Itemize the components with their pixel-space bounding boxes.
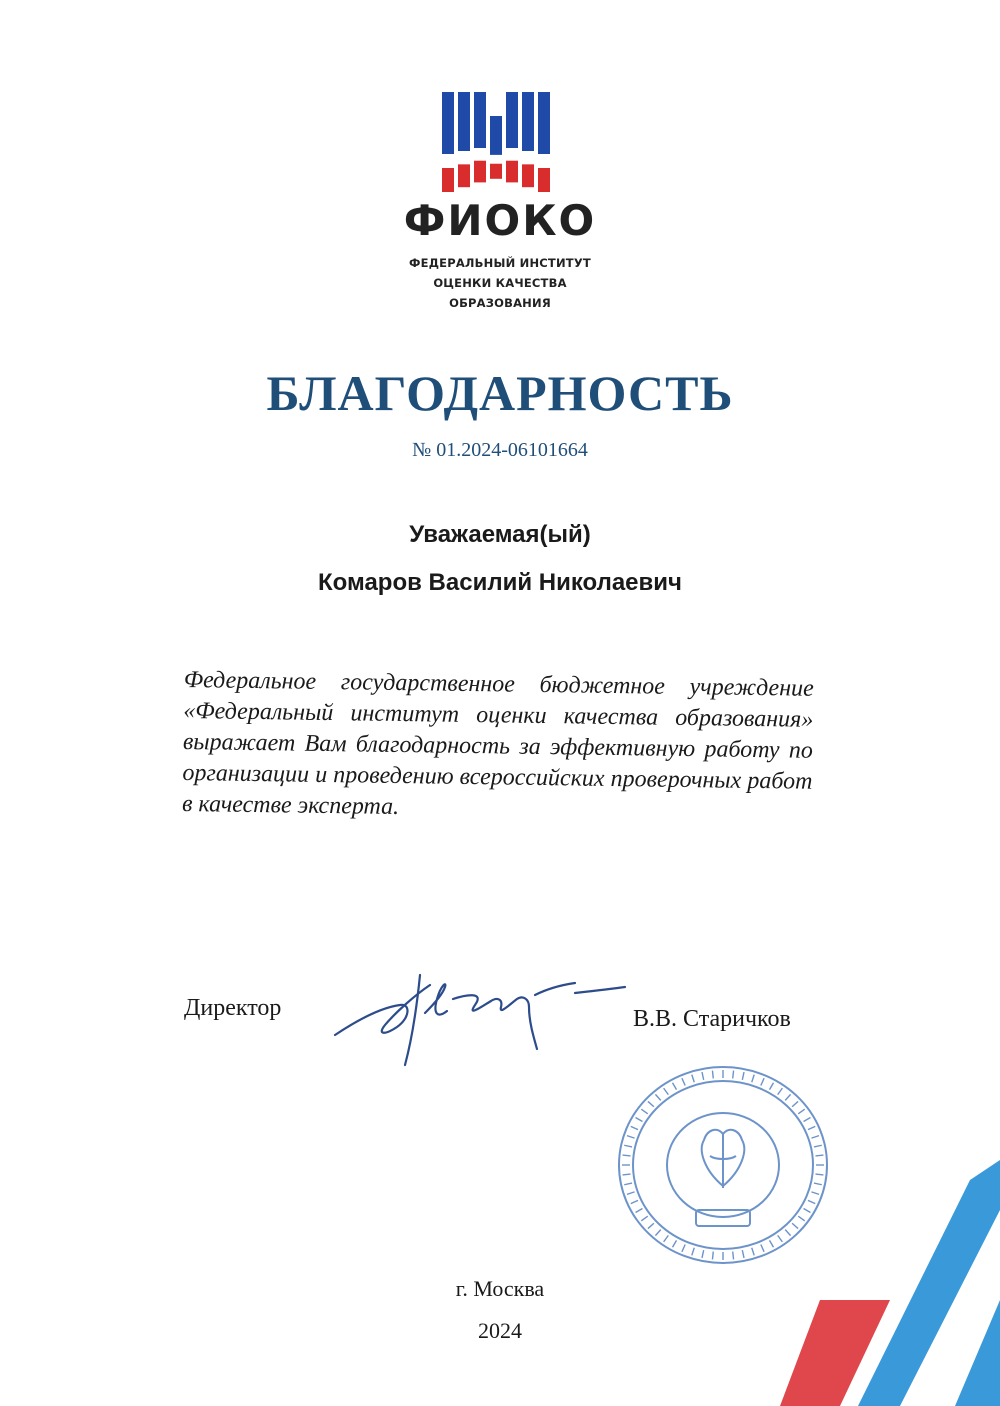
seal-letter-mark: [712, 1252, 713, 1260]
seal-letter-mark: [664, 1235, 669, 1241]
fioco-logo-icon: [440, 92, 552, 192]
logo-bar-segment: [474, 161, 486, 183]
seal-letter-mark: [623, 1155, 631, 1156]
handwritten-signature: [325, 965, 630, 1070]
seal-letter-mark: [778, 1088, 783, 1094]
seal-letter-mark: [792, 1101, 798, 1106]
seal-letter-mark: [631, 1126, 638, 1129]
seal-letter-mark: [624, 1145, 632, 1147]
seal-letter-mark: [702, 1250, 704, 1258]
logo-bar-segment: [442, 168, 454, 192]
logo-bar-segment: [538, 154, 550, 168]
seal-letter-mark: [627, 1136, 635, 1138]
logo-bar-segment: [506, 148, 518, 161]
seal-letter-mark: [814, 1145, 822, 1147]
seal-letter-mark: [624, 1183, 632, 1185]
issue-year: 2024: [478, 1318, 522, 1343]
seal-letter-mark: [785, 1094, 790, 1100]
seal-letter-mark: [712, 1071, 713, 1079]
gratitude-text: Федеральное государственное бюджетное учреждение «Федеральный институт оценки качества образования» выражает Вам благодарность за эффективную работу по организации и проведению всероссийских проверочных работ в качестве эксперта.: [181, 666, 814, 821]
logo-bar-segment: [506, 161, 518, 183]
seal-letter-mark: [742, 1072, 744, 1080]
seal-letter-mark: [808, 1126, 815, 1129]
seal-letter-mark: [702, 1072, 704, 1080]
logo-bar-segment: [506, 92, 518, 148]
signatory-name: В.В. Старичков: [633, 1006, 791, 1032]
logo-subtitle-line-1: ФЕДЕРАЛЬНЫЙ ИНСТИТУТ: [409, 256, 591, 270]
logo-subtitle-line-2: ОЦЕНКИ КАЧЕСТВА: [433, 276, 567, 290]
seal-letter-mark: [664, 1088, 669, 1094]
seal-letter-mark: [742, 1250, 744, 1258]
issue-city: г. Москва: [455, 1276, 545, 1301]
seal-letter-mark: [636, 1118, 643, 1122]
seal-letter-mark: [770, 1240, 774, 1247]
logo-bar-segment: [474, 148, 486, 161]
seal-letter-mark: [655, 1094, 660, 1100]
seal-letter-mark: [682, 1244, 685, 1251]
seal-letter-mark: [682, 1078, 685, 1085]
logo-bar-segment: [522, 151, 534, 164]
seal-letter-mark: [761, 1078, 764, 1085]
logo-bar-segment: [538, 168, 550, 192]
logo-wordmark: ФИОКО: [403, 196, 597, 245]
recipient-name: Комаров Василий Николаевич: [318, 569, 682, 596]
document-title: БЛАГОДАРНОСТЬ: [266, 365, 734, 421]
seal-letter-mark: [648, 1223, 654, 1228]
document-number: № 01.2024-06101664: [412, 439, 588, 461]
seal-letter-mark: [641, 1109, 647, 1114]
flag-corner-decoration: [780, 1150, 1000, 1406]
seal-letter-mark: [752, 1248, 754, 1256]
seal-letter-mark: [692, 1248, 694, 1256]
logo-subtitle-line-3: ОБРАЗОВАНИЯ: [449, 296, 551, 310]
seal-letter-mark: [673, 1240, 677, 1247]
seal-letter-mark: [655, 1230, 660, 1236]
seal-letter-mark: [627, 1192, 635, 1194]
seal-letter-mark: [641, 1216, 647, 1221]
seal-letter-mark: [733, 1252, 734, 1260]
signatory-role: Директор: [184, 995, 282, 1021]
seal-letter-mark: [761, 1244, 764, 1251]
seal-letter-mark: [770, 1083, 774, 1090]
logo-bar-segment: [538, 92, 550, 154]
logo-bar-segment: [474, 92, 486, 148]
logo-bar-segment: [522, 92, 534, 151]
seal-letter-mark: [798, 1109, 804, 1114]
seal-letter-mark: [811, 1136, 819, 1138]
logo-bar-segment: [522, 164, 534, 187]
seal-letter-mark: [752, 1075, 754, 1083]
seal-letter-mark: [648, 1101, 654, 1106]
logo-bar-segment: [458, 151, 470, 164]
seal-letter-mark: [673, 1083, 677, 1090]
seal-letter-mark: [804, 1118, 811, 1122]
seal-letter-mark: [623, 1174, 631, 1175]
seal-letter-mark: [692, 1075, 694, 1083]
logo-bar-segment: [490, 164, 502, 179]
seal-letter-mark: [631, 1200, 638, 1203]
logo-bar-segment: [442, 154, 454, 168]
logo-bar-segment: [490, 116, 502, 155]
seal-letter-mark: [733, 1071, 734, 1079]
logo-bar-segment: [458, 92, 470, 151]
logo-bar-segment: [490, 155, 502, 164]
salutation: Уважаемая(ый): [409, 521, 591, 548]
seal-letter-mark: [636, 1209, 643, 1213]
logo-bar-segment: [442, 92, 454, 154]
logo-bar-segment: [458, 164, 470, 187]
